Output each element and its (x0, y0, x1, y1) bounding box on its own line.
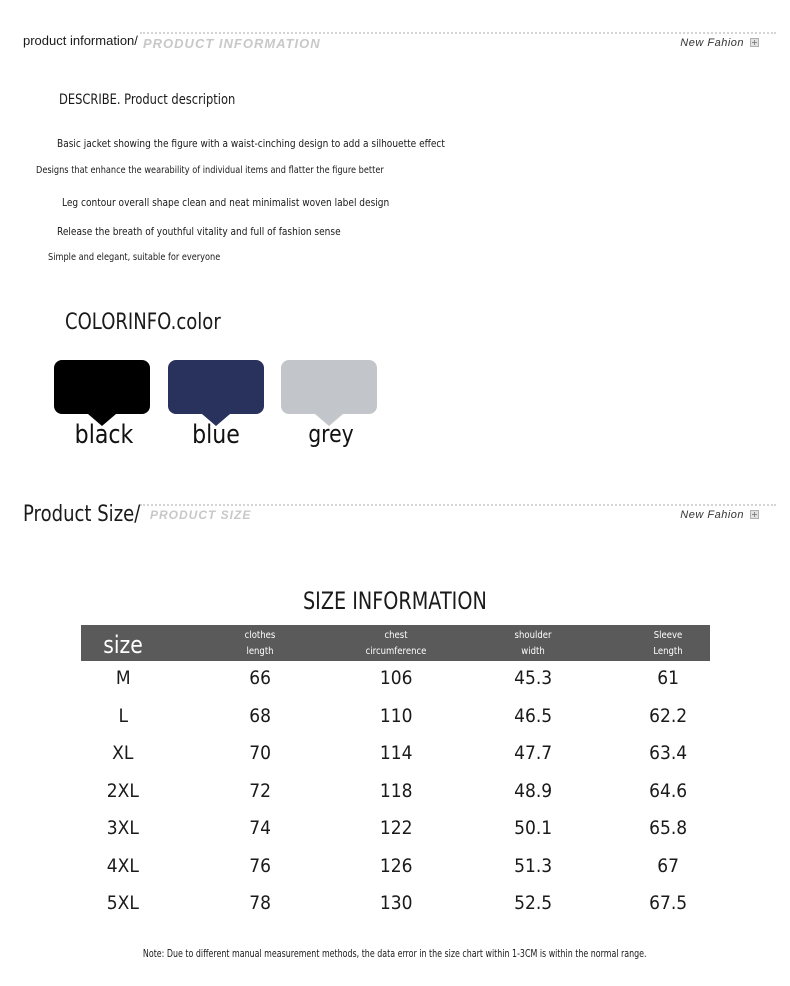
cell-chest: 118 (379, 780, 413, 802)
cell-size: 4XL (106, 855, 140, 877)
cell-sleeve: 64.6 (648, 780, 688, 802)
color-heading: COLORINFO.color (65, 310, 221, 335)
cell-chest: 106 (379, 667, 413, 689)
cell-clothes-length: 68 (249, 705, 271, 727)
cell-sleeve: 61 (657, 667, 679, 689)
cell-clothes-length: 66 (249, 667, 271, 689)
color-name-blue: blue (192, 420, 240, 450)
cell-sleeve: 65.8 (648, 817, 688, 839)
table-row (81, 892, 710, 929)
cell-clothes-length: 74 (249, 817, 271, 839)
color-swatch-black[interactable] (54, 360, 150, 414)
cell-shoulder: 50.1 (513, 817, 553, 839)
description-line: Simple and elegant, suitable for everyone (48, 252, 221, 263)
product-info-header (0, 30, 790, 54)
color-swatch-grey[interactable] (281, 360, 377, 414)
cell-size: M (115, 667, 131, 689)
color-name-grey: grey (308, 420, 354, 448)
column-header-chest-circumference: chest circumference (365, 630, 427, 657)
cell-shoulder: 47.7 (513, 742, 553, 764)
cell-size: 5XL (106, 892, 140, 914)
cell-chest: 110 (379, 705, 413, 727)
table-row (81, 780, 710, 817)
product-size-header (0, 502, 790, 532)
measurement-note: Note: Due to different manual measurement methods, the data error in the size chart within 1-3CM is within the normal range. (143, 947, 647, 960)
dotted-divider (140, 32, 776, 34)
description-line: Basic jacket showing the figure with a waist-cinching design to add a silhouette effect (57, 137, 445, 150)
cell-size: XL (112, 742, 134, 764)
description-line: Designs that enhance the wearability of individual items and flatter the figure better (36, 165, 384, 176)
cell-sleeve: 67.5 (648, 892, 688, 914)
table-row (81, 705, 710, 742)
description-line: Leg contour overall shape clean and neat minimalist woven label design (62, 196, 390, 209)
cell-shoulder: 48.9 (513, 780, 553, 802)
cell-size: 3XL (106, 817, 140, 839)
size-table-title: SIZE INFORMATION (303, 587, 487, 615)
table-row (81, 817, 710, 854)
cell-chest: 130 (379, 892, 413, 914)
color-name-black: black (74, 420, 134, 450)
describe-heading: DESCRIBE. Product description (59, 92, 236, 108)
table-row (81, 742, 710, 779)
cell-clothes-length: 78 (249, 892, 271, 914)
section-ghost-title: PRODUCT SIZE (150, 508, 252, 522)
cell-shoulder: 46.5 (513, 705, 553, 727)
cell-clothes-length: 72 (249, 780, 271, 802)
cell-sleeve: 62.2 (648, 705, 688, 727)
column-header-size: size (103, 631, 143, 659)
color-swatch-blue[interactable] (168, 360, 264, 414)
cell-shoulder: 52.5 (513, 892, 553, 914)
size-table-header (81, 625, 710, 661)
cell-clothes-length: 70 (249, 742, 271, 764)
column-header-clothes-length: clothes length (244, 630, 276, 657)
cell-sleeve: 67 (657, 855, 679, 877)
section-ghost-title: PRODUCT INFORMATION (143, 36, 321, 51)
plus-icon (750, 38, 759, 47)
column-header-sleeve-length: Sleeve Length (653, 630, 683, 657)
section-tag: New Fahion (680, 37, 744, 49)
cell-chest: 126 (379, 855, 413, 877)
table-row (81, 855, 710, 892)
description-line: Release the breath of youthful vitality and full of fashion sense (57, 225, 341, 238)
section-title: Product Size/ (23, 502, 141, 527)
cell-sleeve: 63.4 (648, 742, 688, 764)
section-title: product information/ (23, 33, 138, 48)
cell-shoulder: 51.3 (513, 855, 553, 877)
column-header-shoulder-width: shoulder width (514, 630, 552, 657)
cell-size: L (118, 705, 128, 727)
dotted-divider (140, 504, 776, 506)
plus-icon (750, 510, 759, 519)
cell-chest: 114 (379, 742, 413, 764)
cell-size: 2XL (106, 780, 140, 802)
section-tag: New Fahion (680, 509, 744, 521)
table-row (81, 667, 710, 704)
cell-shoulder: 45.3 (513, 667, 553, 689)
cell-clothes-length: 76 (249, 855, 271, 877)
cell-chest: 122 (379, 817, 413, 839)
